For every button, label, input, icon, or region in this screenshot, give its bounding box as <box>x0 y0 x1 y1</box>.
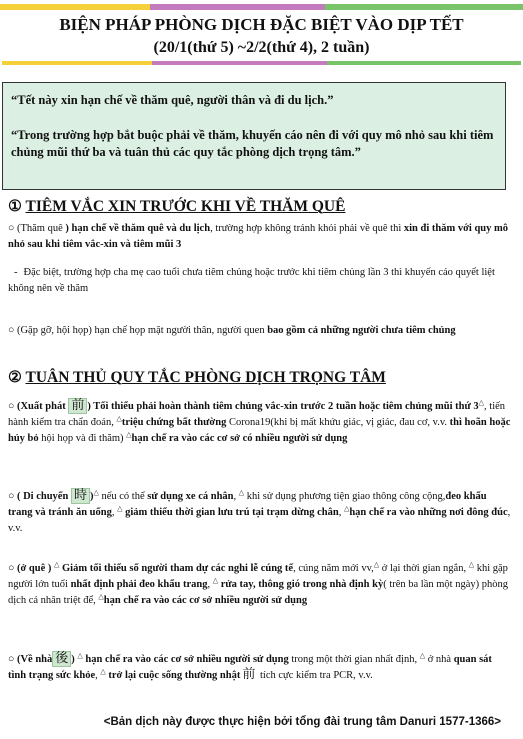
text: , <box>233 491 239 502</box>
bullet: ○ <box>8 325 15 336</box>
text-bold: quan sát tình trạng sức khỏe <box>8 654 492 681</box>
section-2-number: ② <box>8 369 22 386</box>
triangle-icon: △ <box>238 488 245 497</box>
footer-note: <Bản dịch này được thực hiện bởi tổng đài trung tâm Danuri 1577-1366> <box>103 716 501 728</box>
text: nếu có thể <box>98 491 148 502</box>
bottom-bar-yellow <box>2 61 152 65</box>
section-2-paragraph-3 <box>8 561 511 609</box>
bullet: ○ <box>8 654 15 665</box>
text-bold: nhất định phải đeo khẩu trang <box>70 579 208 590</box>
section-2-heading <box>8 368 386 387</box>
triangle-icon: △ <box>93 488 99 497</box>
bullet: ○ <box>8 401 15 412</box>
text: Đặc biệt, trường hợp cha mẹ cao tuổi chưa tiêm chủng hoặc trước khi tiêm chủng lần 3 thì khuyến cáo quyết liệt không nên về thăm <box>8 267 495 294</box>
top-bar-yellow <box>0 4 150 10</box>
triangle-icon: △ <box>126 430 132 439</box>
section-1-paragraph-3 <box>8 323 511 339</box>
quote-1: “Tết này xin hạn chế về thăm quê, người thân và đi du lịch.” <box>11 93 334 107</box>
triangle-icon: △ <box>54 560 60 569</box>
text: trong một thời gian nhất định, <box>288 654 420 665</box>
triangle-icon: △ <box>373 560 380 569</box>
section-1-number: ① <box>8 198 22 215</box>
text: ở nhà <box>425 654 454 665</box>
text: khi sử dụng phương tiện giao thông công cộng, <box>244 491 446 502</box>
text-bold: ) <box>71 654 78 665</box>
text-bold: hạn chế ra vào các cơ sở có nhiều người sử dụng <box>131 433 348 444</box>
kanji-after: 後 <box>52 651 71 667</box>
text-bold: hạn chế ra vào những nơi đông đúc <box>349 507 508 518</box>
text-bold: rửa tay, thông gió trong nhà định kỳ <box>218 579 384 590</box>
text: tích cực kiểm tra PCR, v.v. <box>257 670 373 681</box>
kanji-before-2: 前 <box>242 667 256 682</box>
triangle-icon: △ <box>212 576 219 585</box>
quote-2: “Trong trường hợp bắt buộc phải về thăm, khuyến cáo nên đi với quy mô nhỏ sau khi tiêm chủng mũi thứ ba và tuân thủ các quy tắc phòng dịch trọng tâm.” <box>11 128 494 159</box>
text-bold: hạn chế ra vào các cơ sở nhiều người sử dụng <box>103 595 308 606</box>
section-2-paragraph-4 <box>8 651 511 684</box>
triangle-icon: △ <box>116 414 122 423</box>
triangle-icon: △ <box>468 560 475 569</box>
section-1-heading <box>8 197 345 216</box>
bottom-bar-green <box>327 61 521 65</box>
top-color-bars <box>0 4 523 10</box>
text: , <box>111 507 118 518</box>
header-color-bars <box>2 61 521 65</box>
text-bold: (Về nhà <box>16 654 53 665</box>
section-1-title: TIÊM VẮC XIN TRƯỚC KHI VỀ THĂM QUÊ <box>25 198 346 215</box>
text-bold: giảm thiểu thời gian lưu trú tại trạm dừng chân <box>122 507 339 518</box>
section-1-paragraph-2 <box>8 265 511 297</box>
triangle-icon: △ <box>100 667 106 676</box>
text-bold: xin đi thăm với quy mô nhỏ sau khi tiêm vắc-xin và tiêm mũi 3 <box>8 223 509 250</box>
text: , tiến hành kiểm tra chẩn đoán, <box>8 401 506 428</box>
bottom-bar-purple <box>152 61 327 65</box>
text-bold: sử dụng xe cá nhân <box>147 491 234 502</box>
text-bold: bao gồm cả những người chưa tiêm chủng <box>267 325 456 336</box>
page-subtitle: (20/1(thứ 5) ~2/2(thứ 4), 2 tuần) <box>153 39 370 56</box>
kanji-time: 時 <box>71 488 90 504</box>
text-bold: (Xuất phát <box>16 401 69 412</box>
text: , <box>95 670 101 681</box>
triangle-icon: △ <box>98 592 104 601</box>
bullet: ○ <box>8 223 15 234</box>
text-bold: đeo khẩu trang và tránh ăn uống <box>8 491 487 518</box>
text-bold: triệu chứng bất thường <box>121 417 227 428</box>
text-bold: ) <box>89 491 94 502</box>
text: , <box>207 579 213 590</box>
text-bold: Giảm tối thiểu số người tham dự các nghi lễ cúng tế <box>59 563 294 574</box>
text-bold: ) Tối thiểu phải hoàn thành tiêm chủng vắc-xin trước 2 tuần hoặc tiêm chủng mũi thứ 3 <box>87 401 479 412</box>
section-2-title: TUÂN THỦ QUY TẮC PHÒNG DỊCH TRỌNG TÂM <box>25 369 386 386</box>
text: (Gặp gỡ, hội họp) hạn chế họp mặt người thân, người quen <box>16 325 268 336</box>
bullet: ○ <box>8 563 15 574</box>
text: , v.v. <box>8 507 511 534</box>
text: hội họp và đi thăm) <box>38 433 127 444</box>
text: ở lại thời gian ngắn, <box>379 563 469 574</box>
triangle-icon: △ <box>77 651 83 660</box>
top-bar-purple <box>150 4 325 10</box>
section-1-paragraph-1 <box>8 221 511 253</box>
triangle-icon: △ <box>117 504 123 513</box>
text: ( trên ba lần một ngày) phòng dịch cá nhân triệt để, <box>8 579 509 606</box>
triangle-icon: △ <box>419 651 426 660</box>
section-2-paragraph-1 <box>8 398 511 447</box>
page-title: BIỆN PHÁP PHÒNG DỊCH ĐẶC BIỆT VÀO DỊP TẾT <box>59 15 464 34</box>
bullet: ○ <box>8 491 15 502</box>
text: khi gặp người lớn tuổi <box>8 563 508 590</box>
text-bold: ( Di chuyển <box>16 491 71 502</box>
quote-box <box>2 82 506 190</box>
kanji-before: 前 <box>68 398 87 414</box>
triangle-icon: △ <box>343 504 350 513</box>
text: , trường hợp không tránh khỏi phải về quê thì <box>210 223 404 234</box>
text: (Thăm quê <box>16 223 66 234</box>
text: Corona19(khi bị mất khứu giác, vị giác, đau cơ, v.v. <box>226 417 450 428</box>
text-bold: thì hoãn hoặc hủy bỏ <box>8 417 511 444</box>
dash: - <box>14 267 18 278</box>
top-bar-green <box>325 4 523 10</box>
text-bold: trở lại cuộc sống thường nhật <box>105 670 241 681</box>
text-bold: (ở quê ) <box>16 563 54 574</box>
triangle-icon: △ <box>478 398 485 407</box>
section-2-paragraph-2 <box>8 488 511 537</box>
text-bold: ) hạn chế về thăm quê và du lịch <box>65 223 211 234</box>
text: , cúng năm mới vv, <box>293 563 374 574</box>
text-bold: hạn chế ra vào các cơ sở nhiều người sử dụng <box>82 654 289 665</box>
text: , <box>338 507 344 518</box>
